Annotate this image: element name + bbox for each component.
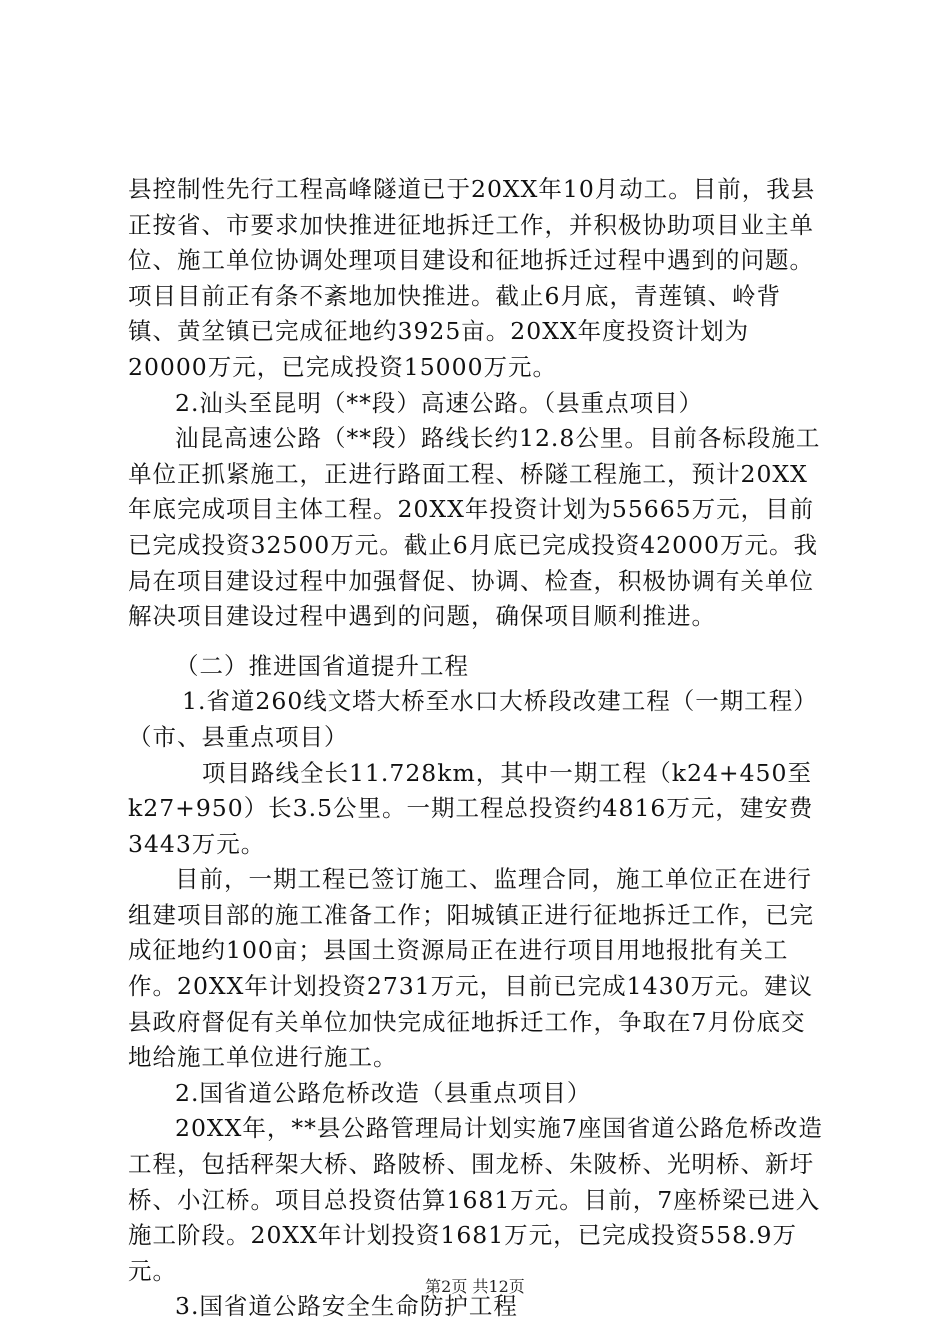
paragraph-shankun-expressway: 汕昆高速公路（**段）路线长约12.8公里。目前各标段施工单位正抓紧施工，正进行路面工程、桥隧工程施工，预计20XX年底完成项目主体工程。20XX年投资计划为55665万元，目前已完成投资32500万元。截止6月底已完成投资42000万元。我局在项目建设过程中加强督促、协调、检查，积极协调有关单位解决项目建设过程中遇到的问题，确保项目顺利推进。 xyxy=(128,424,821,631)
paragraph-bridge-renovation: 20XX年，**县公路管理局计划实施7座国省道公路危桥改造工程，包括秤架大桥、路陂桥、围龙桥、朱陂桥、光明桥、新圩桥、小江桥。项目总投资估算1681万元。目前，7座桥梁已进入施工阶段。20XX年计划投资1681万元，已完成投资558.9万元。 xyxy=(128,1114,823,1285)
paragraph-phase-one-status: 目前，一期工程已签订施工、监理合同，施工单位正在进行组建项目部的施工准备工作；阳城镇正进行征地拆迁工作，已完成征地约100亩；县国土资源局正在进行项目用地报批有关工作。20XX年计划投资2731万元，目前已完成1430万元。建议县政府督促有关单位加快完成征地拆迁工作，争取在7月份底交地给施工单位进行施工。 xyxy=(128,865,814,1072)
heading-provincial-road-260: 1.省道260线文塔大桥至水口大桥段改建工程（一期工程）（市、县重点项目） xyxy=(128,687,818,751)
page-number-footer: 第2页 共12页 xyxy=(425,1277,525,1296)
heading-dangerous-bridge-renovation: 2.国省道公路危桥改造（县重点项目） xyxy=(175,1078,592,1107)
heading-shantou-kunming-expressway: 2.汕头至昆明（**段）高速公路。（县重点项目） xyxy=(175,388,704,417)
paragraph-tunnel-progress: 县控制性先行工程高峰隧道已于20XX年10月动工。目前，我县正按省、市要求加快推进征地拆迁工作，并积极协助项目业主单位、施工单位协调处理项目建设和征地拆迁过程中遇到的问题。项目目前正有条不紊地加快推进。截止6月底，青莲镇、岭背镇、黄坌镇已完成征地约3925亩。20XX年度投资计划为20000万元，已完成投资15000万元。 xyxy=(128,175,816,381)
paragraph-route-length: 项目路线全长11.728km，其中一期工程（k24+450至k27+950）长3.5公里。一期工程总投资约4816万元，建安费3443万元。 xyxy=(128,758,814,858)
heading-safety-protection-project: 3.国省道公路安全生命防护工程 xyxy=(175,1292,518,1321)
section-heading-national-provincial-roads: （二）推进国省道提升工程 xyxy=(175,651,469,680)
document-body xyxy=(128,172,828,1325)
